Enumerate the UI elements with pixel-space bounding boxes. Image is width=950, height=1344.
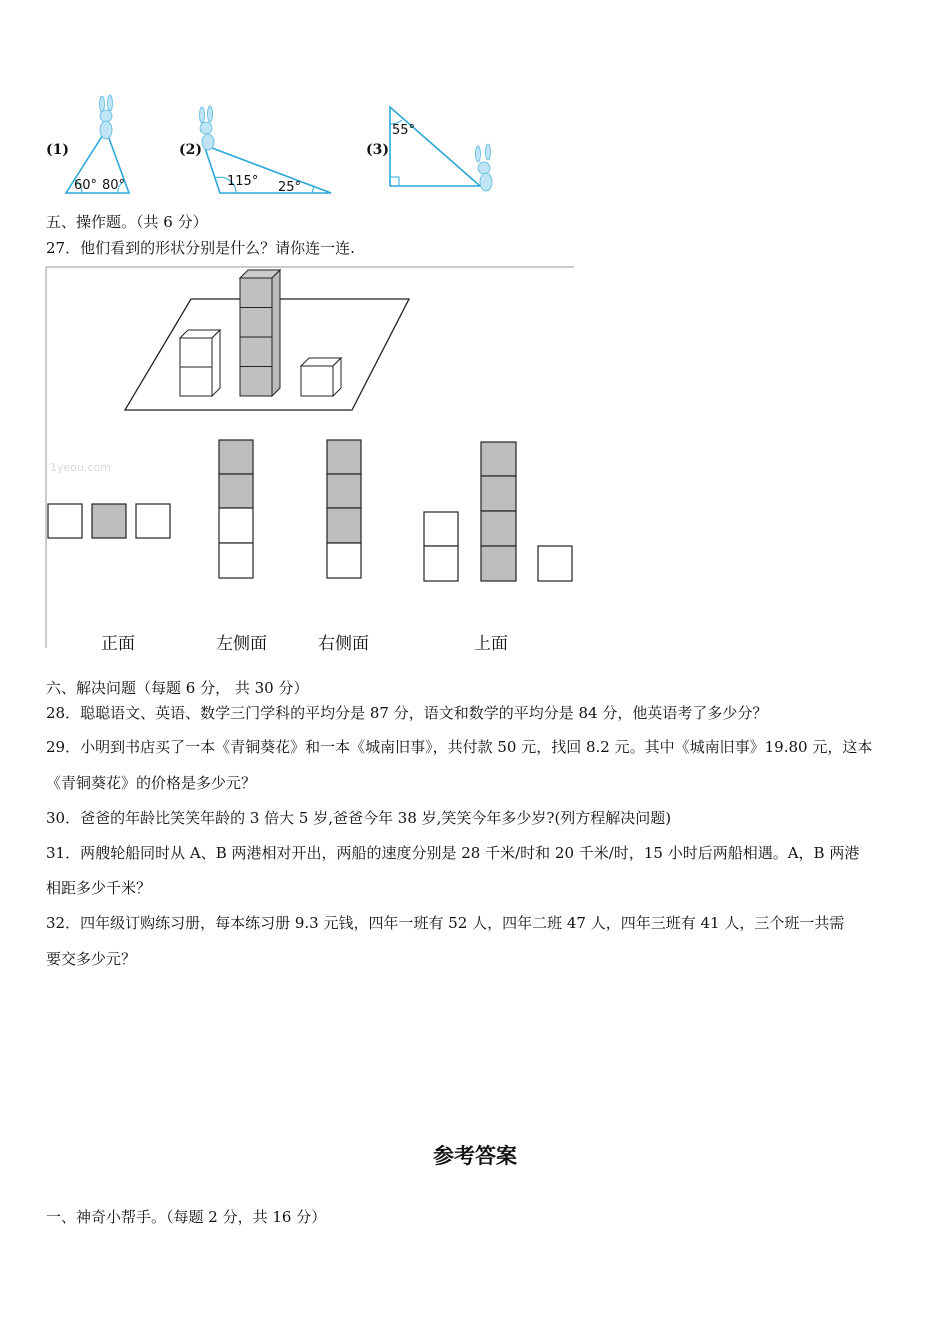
triangle-2 xyxy=(204,145,331,195)
answers-title: 参考答案 xyxy=(433,1143,517,1168)
question-28: 28．聪聪语文、英语、数学三门学科的平均分是 87 分，语文和数学的平均分是 84 分，他英语考了多少分？ xyxy=(46,704,768,722)
triangle-2-angle-b: 25° xyxy=(278,180,302,195)
question-31-line-2: 相距多少千米？ xyxy=(46,879,152,897)
cube-single xyxy=(301,358,341,396)
question-27: 27．他们看到的形状分别是什么？请你连一连. xyxy=(46,239,355,257)
bunny-icon xyxy=(100,95,113,139)
triangle-2-angle-a: 115° xyxy=(227,174,259,189)
label-left-side: 左侧面 xyxy=(216,634,267,654)
triangle-2-label: (2) xyxy=(179,142,202,158)
question-32-line-1: 32．四年级订购练习册，每本练习册 9.3 元钱，四年一班有 52 人，四年二班 47 人，四年三班有 41 人，三个班一共需 xyxy=(46,914,845,932)
triangles-figure xyxy=(0,90,520,200)
triangle-3-angle-a: 55° xyxy=(392,123,416,138)
question-30: 30．爸爸的年龄比笑笑年龄的 3 倍大 5 岁,爸爸今年 38 岁,笑笑今年多少岁?(列方程解决问题) xyxy=(46,809,672,827)
label-top: 上面 xyxy=(474,634,508,654)
label-right-side: 右侧面 xyxy=(318,634,369,654)
triangle-3-label: (3) xyxy=(366,142,389,158)
question-29-line-1: 29．小明到书店买了一本《青铜葵花》和一本《城南旧事》，共付款 50 元，找回 8.2 元。其中《城南旧事》19.80 元，这本 xyxy=(46,738,873,756)
watermark: 1yeou.com xyxy=(50,461,111,474)
question-32-line-2: 要交多少元？ xyxy=(46,950,137,968)
figure-27 xyxy=(44,266,576,650)
triangle-1 xyxy=(66,130,129,193)
question-29-line-2: 《青铜葵花》的价格是多少元？ xyxy=(46,774,257,792)
triangle-1-angle-b: 80° xyxy=(102,178,126,193)
front-view xyxy=(48,504,170,538)
question-31-line-1: 31．两艘轮船同时从 A、B 两港相对开出，两船的速度分别是 28 千米/时和 20 千米/时，15 小时后两船相遇。A，B 两港 xyxy=(46,844,860,862)
section-5-heading: 五、操作题。（共 6 分） xyxy=(46,213,208,231)
right-side-view xyxy=(327,440,361,578)
label-front: 正面 xyxy=(101,634,135,654)
bunny-icon xyxy=(200,106,215,150)
top-view xyxy=(424,442,572,581)
triangle-1-label: (1) xyxy=(46,142,69,158)
triangle-3 xyxy=(390,107,480,186)
section-6-heading: 六、解决问题（每题 6 分， 共 30 分） xyxy=(46,679,309,697)
answers-section-1-heading: 一、神奇小帮手。（每题 2 分，共 16 分） xyxy=(46,1208,327,1226)
cube-stack-tall xyxy=(240,270,280,396)
cube-stack-left xyxy=(180,330,220,396)
triangle-1-angle-a: 60° xyxy=(74,178,98,193)
left-side-view xyxy=(219,440,253,578)
